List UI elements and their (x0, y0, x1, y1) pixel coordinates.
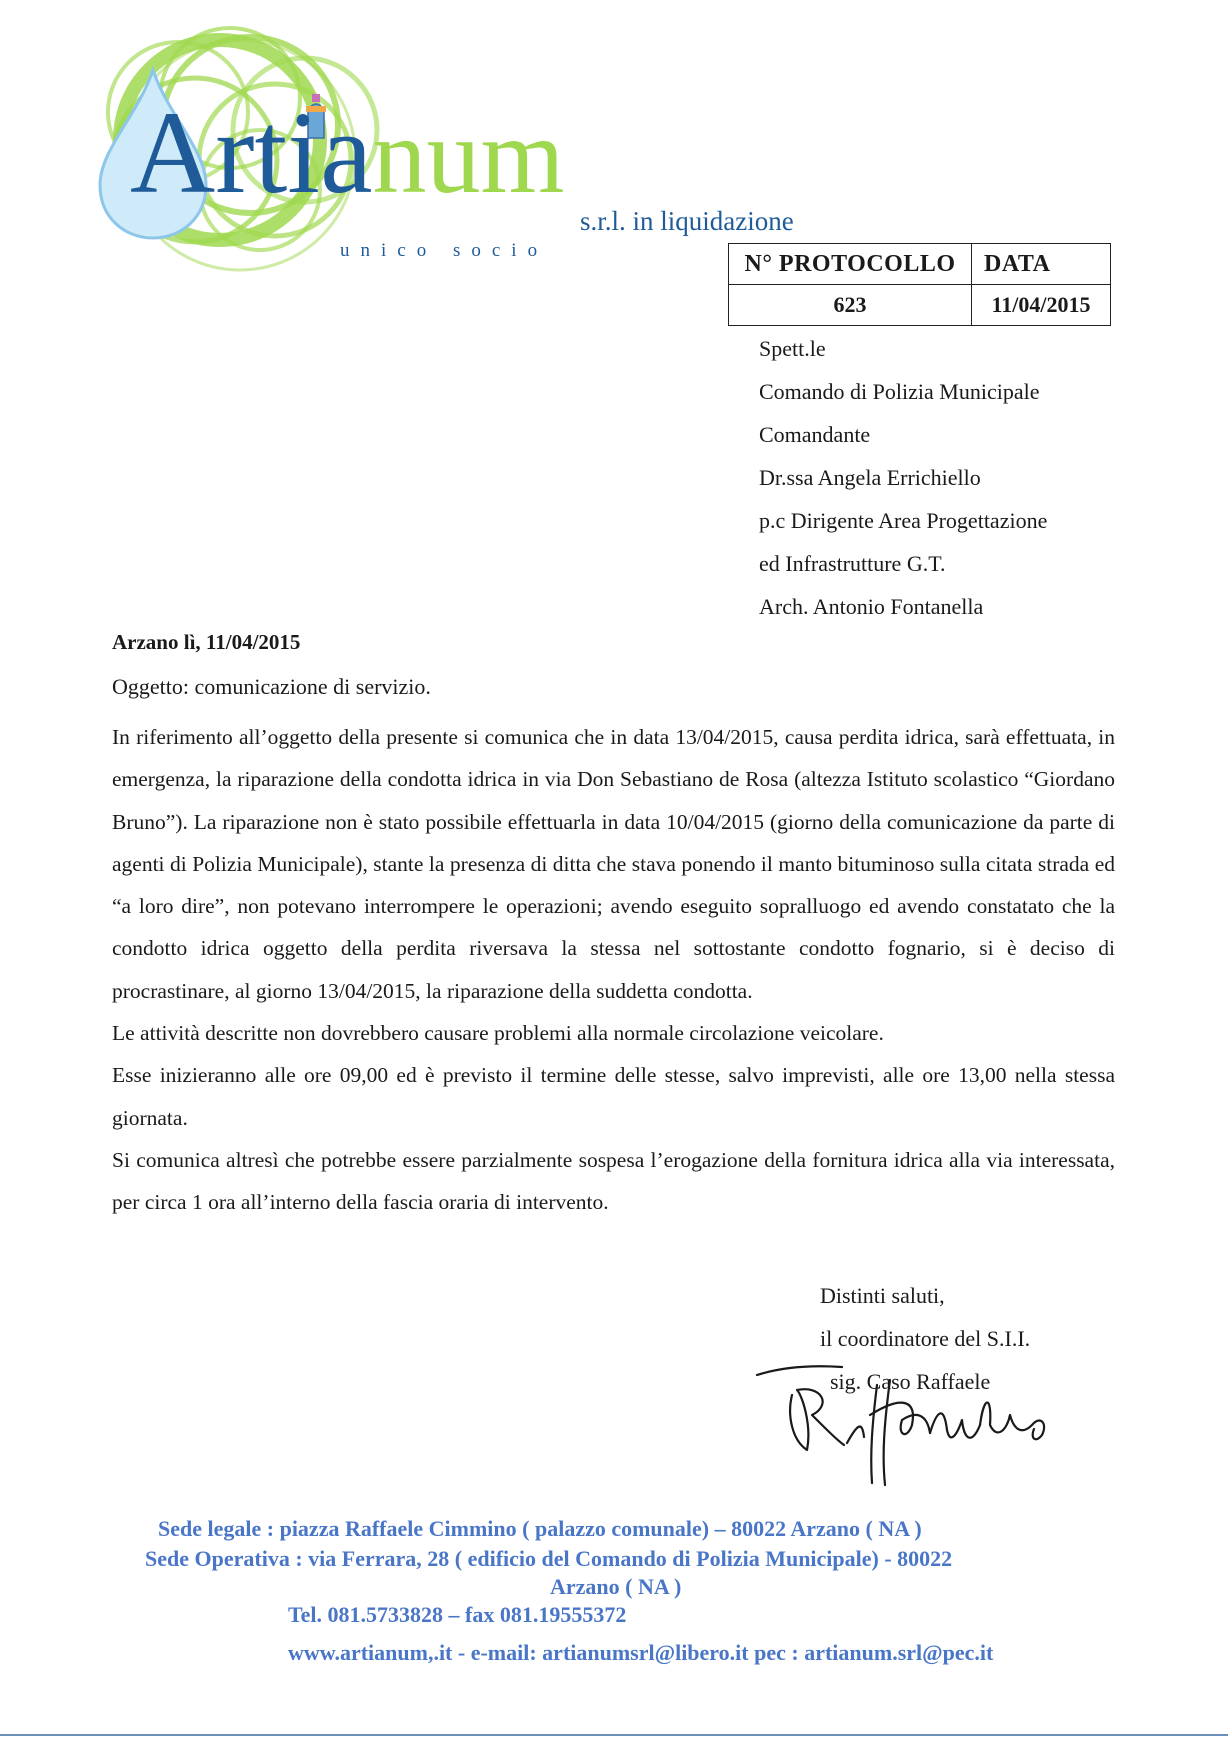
place-date: Arzano lì, 11/04/2015 (112, 630, 301, 654)
protocol-date-header: DATA (972, 244, 1111, 285)
protocol-date: 11/04/2015 (972, 285, 1111, 326)
protocol-number-header: N° PROTOCOLLO (729, 244, 972, 285)
body-paragraph: In riferimento all’oggetto della presente si comunica che in data 13/04/2015, causa perdita idrica, sarà effettuata, in emergenza, la riparazione della condotta idrica in via Don Sebastiano de Rosa (altezza Istituto scolastico “Giordano Bruno”). La riparazione non è stato possibile effettuarla in data 10/04/2015 (giorno della comunicazione da parte di agenti di Polizia Municipale), stante la presenza di ditta che stava ponendo il manto bituminoso sulla citata strada ed “a loro dire”, non potevano interrompere le operazioni; avendo eseguito sopralluogo ed avendo constatato che la condotto idrica oggetto della perdita riversava la stessa nel sottostante condotto fognario, si è deciso di procrastinare, al giorno 13/04/2015, la riparazione della suddetta condotta. (112, 725, 1115, 1003)
letter-subject: Oggetto: comunicazione di servizio. (112, 674, 431, 699)
company-logo (60, 20, 820, 275)
signer-name: sig. Caso Raffaele (830, 1369, 991, 1394)
footer-operative-address: Sede Operativa : via Ferrara, 28 ( edificio del Comando di Polizia Municipale) - 80022 (145, 1546, 953, 1571)
signer-role: il coordinatore del S.I.I. (820, 1326, 1031, 1351)
footer-phone-fax: Tel. 081.5733828 – fax 081.19555372 (288, 1602, 627, 1627)
footer-contacts: www.artianum,.it - e-mail: artianumsrl@libero.it pec : artianum.srl@pec.it (288, 1640, 994, 1665)
protocol-table (728, 243, 1111, 326)
recipient-line: Arch. Antonio Fontanella (759, 594, 984, 619)
recipient-block (759, 327, 1047, 628)
brand-name-part2: a (320, 87, 373, 218)
body-paragraph: Le attività descritte non dovrebbero causare problemi alla normale circolazione veicolare. (112, 1021, 884, 1046)
protocol-number: 623 (729, 285, 972, 326)
closing-salutation: Distinti saluti, (820, 1283, 945, 1308)
protocol-header-row (729, 244, 1111, 285)
brand-name-part3: num (372, 97, 565, 216)
bottom-divider (0, 1734, 1228, 1736)
protocol-value-row (729, 285, 1111, 326)
body-paragraph: Esse inizieranno alle ore 09,00 ed è previsto il termine delle stesse, salvo imprevisti, alle ore 13,00 nella stessa giornata. (112, 1063, 1115, 1130)
recipient-line: ed Infrastrutture G.T. (759, 551, 946, 576)
tagline: unico socio (340, 240, 549, 261)
brand-name-part1: Arti (130, 87, 321, 218)
handwritten-signature (752, 1355, 1062, 1490)
recipient-line: Dr.ssa Angela Errichiello (759, 465, 981, 490)
letter-body (112, 716, 1115, 1224)
footer-operative-city: Arzano ( NA ) (550, 1574, 682, 1599)
recipient-line: Spett.le (759, 336, 826, 361)
footer-legal-address: Sede legale : piazza Raffaele Cimmino ( palazzo comunale) – 80022 Arzano ( NA ) (158, 1516, 922, 1541)
recipient-line: Comandante (759, 422, 871, 447)
legal-form: s.r.l. in liquidazione (580, 206, 794, 236)
recipient-line: Comando di Polizia Municipale (759, 379, 1040, 404)
body-paragraph: Si comunica altresì che potrebbe essere parzialmente sospesa l’erogazione della fornitura idrica alla via interessata, per circa 1 ora all’interno della fascia oraria di intervento. (112, 1147, 1115, 1215)
brand-name (130, 87, 564, 218)
recipient-line: p.c Dirigente Area Progettazione (759, 508, 1048, 533)
